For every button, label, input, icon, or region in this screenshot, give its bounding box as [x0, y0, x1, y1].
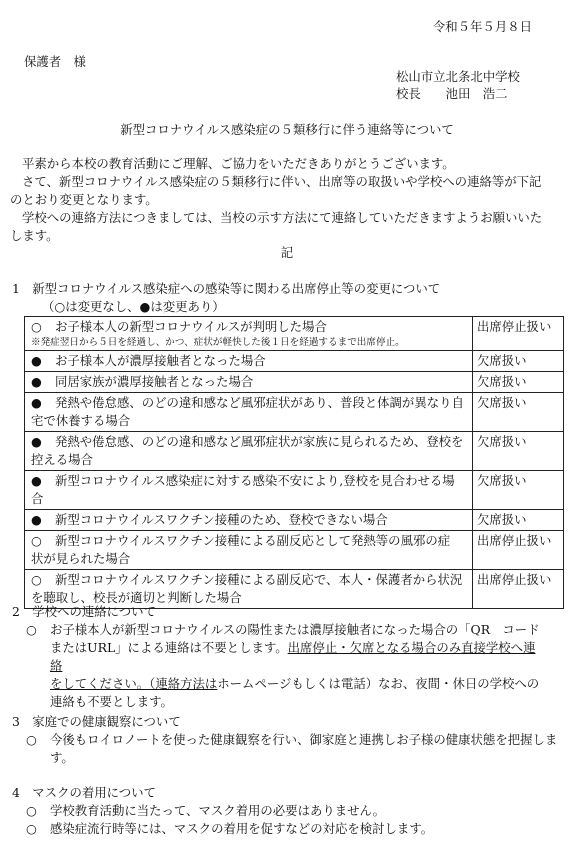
section-2-line-2a: またはURL」による連絡は不要とします。 [50, 640, 288, 655]
row-text-continued: 状が見られた場合 [31, 551, 131, 566]
table-row [25, 531, 564, 570]
table-row [25, 471, 564, 510]
row-text-continued: 合 [31, 491, 44, 506]
bullet-mark: ○ [26, 821, 37, 836]
section-2-line-3a: をしてください。 [50, 676, 150, 691]
table-cell-case [25, 317, 473, 351]
table-cell-status: 欠席扱い [473, 471, 564, 510]
row-mark: ● [31, 473, 42, 488]
section-4-item-text: 学校教育活動に当たって、マスク着用の必要はありません。 [50, 803, 386, 818]
row-mark: ● [31, 395, 42, 410]
table-cell-status: 出席停止扱い [473, 570, 564, 609]
row-text: 新型コロナウイルスワクチン接種のため、登校できない場合 [55, 512, 388, 527]
row-text: 新型コロナウイルスワクチン接種による副反応として発熱等の風邪の症 [55, 533, 451, 548]
bullet-mark: ○ [26, 732, 37, 747]
table-row [25, 317, 564, 351]
table-cell-case [25, 351, 473, 372]
date: 令和５年５月８日 [432, 19, 532, 34]
row-text: 新型コロナウイルスワクチン接種による副反応で、本人・保護者から状況 [55, 572, 463, 587]
attendance-table [24, 316, 564, 609]
row-mark: ● [31, 353, 42, 368]
table-cell-status: 欠席扱い [473, 510, 564, 531]
row-text-continued: 宅で休養する場合 [31, 413, 131, 428]
row-text: 同居家族が濃厚接触者となった場合 [55, 374, 254, 389]
intro-paragraph-2: さて、新型コロナウイルス感染症の５類移行に伴い、出席等の取扱いや学校への連絡等が下記のとおり変更となります。 [10, 174, 542, 207]
row-mark: ○ [31, 572, 42, 587]
section-3-heading: 3 家庭での健康観察について [12, 714, 181, 729]
bullet-mark: ○ [26, 622, 37, 637]
row-text: 新型コロナウイルス感染症に対する感染不安により,登校を見合わせる場 [55, 473, 455, 488]
table-cell-case [25, 432, 473, 471]
section-2-body [26, 621, 546, 711]
table-row [25, 510, 564, 531]
row-text: 発熱や倦怠感、のどの違和感など風邪症状があり、普段と体調が異なり自 [55, 395, 464, 410]
table-cell-status: 欠席扱い [473, 393, 564, 432]
row-text: お子様本人が濃厚接触者となった場合 [55, 353, 266, 368]
section-4-item [26, 802, 546, 820]
principal-name: 校長 池田 浩二 [396, 86, 508, 101]
section-2-heading: 2 学校への連絡について [12, 604, 156, 619]
section-2-line-2b: 出席停止・欠席となる場合のみ直接学校へ連絡 [50, 640, 536, 673]
section-3-body [26, 731, 570, 767]
row-mark: ● [31, 374, 42, 389]
row-text-continued: 控える場合 [31, 452, 93, 467]
section-4-item [26, 820, 546, 838]
table-cell-case [25, 372, 473, 393]
table-cell-status: 欠席扱い [473, 432, 564, 471]
school-name: 松山市立北条北中学校 [396, 69, 520, 84]
section-1-heading: 1 新型コロナウイルス感染症への感染等に関わる出席停止等の変更について [12, 281, 441, 296]
table-cell-case [25, 393, 473, 432]
table-cell-case [25, 531, 473, 570]
section-2-line-1: お子様本人が新型コロナウイルスの陽性または濃厚接触者になった場合の「QR コード [50, 622, 540, 637]
document-title: 新型コロナウイルス感染症の５類移行に伴う連絡等について [120, 122, 454, 137]
row-mark: ○ [31, 533, 42, 548]
table-row [25, 393, 564, 432]
section-2-line-4: 連絡も不要とします。 [50, 694, 173, 709]
table-row [25, 372, 564, 393]
table-cell-case [25, 471, 473, 510]
row-text-continued: を聴取し、校長が適切と判断した場合 [31, 590, 242, 605]
table-cell-status: 欠席扱い [473, 372, 564, 393]
recipient: 保護者 様 [24, 54, 86, 69]
row-subnote: ※発症翌日から５日を経過し、かつ、症状が軽快した後１日を経過するまで出席停止。 [31, 337, 405, 348]
table-cell-status: 出席停止扱い [473, 531, 564, 570]
row-mark: ○ [31, 319, 42, 334]
intro-paragraph-3: 学校への連絡方法につきましては、当校の示す方法にて連絡していただきますようお願いいたします。 [10, 210, 543, 243]
table-row [25, 432, 564, 471]
table-row [25, 351, 564, 372]
section-4-heading: 4 マスクの着用について [12, 785, 156, 800]
section-4-item-text: 感染症流行時等には、マスクの着用を促すなどの対応を検討します。 [50, 821, 434, 836]
row-mark: ● [31, 512, 42, 527]
ki-marker: 記 [280, 245, 294, 260]
bullet-mark: ○ [26, 803, 37, 818]
table-cell-status: 出席停止扱い [473, 317, 564, 351]
section-3-text: 今後もロイロノートを使った健康観察を行い、御家庭と連携しお子様の健康状態を把握します。 [50, 732, 558, 765]
section-2-line-3c: ホームページもしくは電話）なお、夜間・休日の学校への [217, 676, 540, 691]
row-mark: ● [31, 434, 42, 449]
row-text: お子様本人の新型コロナウイルスが判明した場合 [55, 319, 327, 334]
table-cell-status: 欠席扱い [473, 351, 564, 372]
table-cell-case [25, 510, 473, 531]
row-text: 発熱や倦怠感、のどの違和感など風邪症状が家族に見られるため、登校を [55, 434, 464, 449]
section-2-line-3b: （連絡方法は [149, 676, 218, 691]
intro-paragraph-1: 平素から本校の教育活動にご理解、ご協力をいただきありがとうございます。 [22, 156, 455, 171]
section-1-legend-note: （○は変更なし、●は変更あり） [42, 299, 225, 314]
